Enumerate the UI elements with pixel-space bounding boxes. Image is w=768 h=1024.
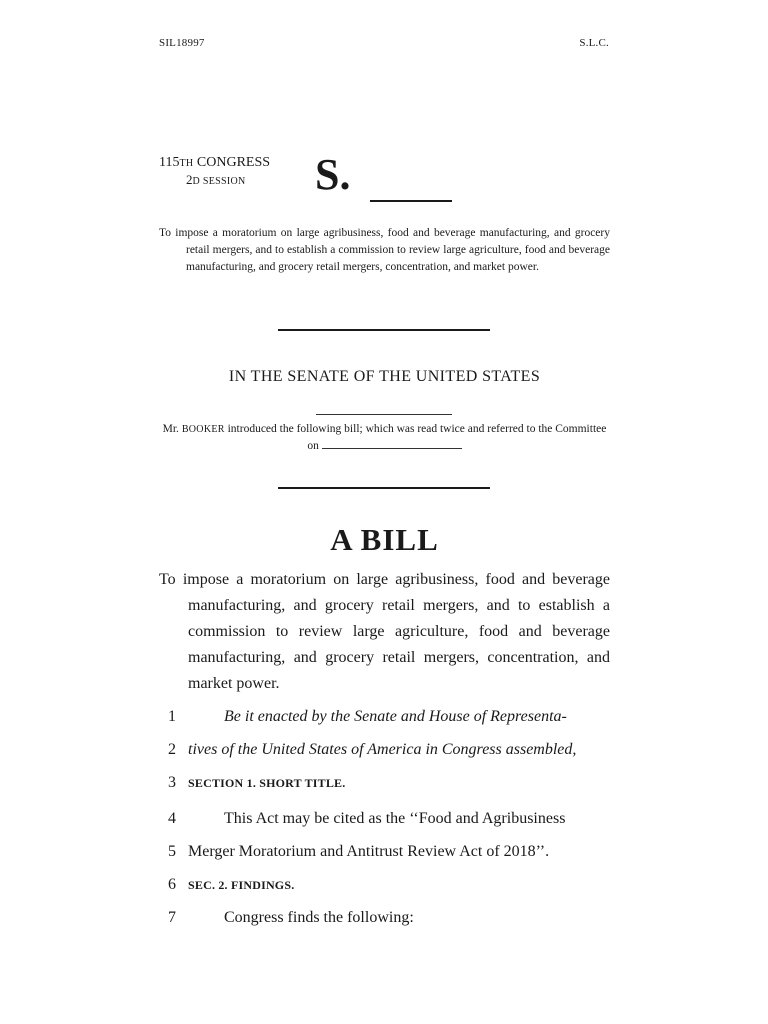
- divider-thin: [316, 414, 452, 415]
- line-number: 3: [168, 774, 176, 791]
- section-text-line: This Act may be cited as the ‘‘Food and Agribusiness: [224, 810, 566, 827]
- divider: [278, 487, 490, 489]
- bill-line: [0, 708, 768, 740]
- line-number: 4: [168, 810, 176, 827]
- enacting-clause-line: Be it enacted by the Senate and House of Representa-: [224, 708, 567, 725]
- bill-line: [0, 909, 768, 941]
- section-heading: SEC. 2. FINDINGS.: [188, 878, 295, 892]
- bill-line: [0, 843, 768, 875]
- short-purpose: To impose a moratorium on large agribusiness, food and beverage manufacturing, and grocery retail mergers, and to establish a commission to review large agriculture, food and beverage manufacturing, and grocery retail mergers, concentration, and market power.: [159, 227, 610, 273]
- session-label: [186, 172, 246, 188]
- congress-word: CONGRESS: [193, 155, 271, 170]
- line-number: 7: [168, 909, 176, 926]
- bill-line: [0, 774, 768, 806]
- section-text-line: Merger Moratorium and Antitrust Review Act of 2018’’.: [188, 843, 550, 860]
- office-code: S.L.C.: [579, 37, 609, 49]
- line-number: 5: [168, 843, 176, 860]
- chamber-title: IN THE SENATE OF THE UNITED STATES: [228, 368, 541, 385]
- line-number: 2: [168, 741, 176, 758]
- bill-line: [0, 876, 768, 908]
- bill-number-prefix: S.: [315, 150, 351, 199]
- committee-blank: [322, 438, 462, 449]
- introduction: [159, 421, 610, 455]
- session-ordinal: D: [192, 176, 201, 187]
- session-number: 2: [186, 172, 193, 187]
- bill-number-blank: [370, 200, 452, 202]
- bill-line: [0, 810, 768, 842]
- line-number: 1: [168, 708, 176, 725]
- line-number: 6: [168, 876, 176, 893]
- section-text-line: Congress finds the following:: [224, 909, 414, 926]
- document-id: SIL18997: [159, 37, 205, 49]
- bill-line: [0, 741, 768, 773]
- divider: [278, 329, 490, 331]
- introduction-title: Mr.: [162, 423, 182, 435]
- congress-number: 115: [159, 155, 180, 170]
- bill-heading: A BILL: [330, 522, 439, 557]
- section-heading: SECTION 1. SHORT TITLE.: [188, 776, 346, 790]
- enacting-clause-line: tives of the United States of America in Congress assembled,: [188, 741, 577, 758]
- congress-ordinal: TH: [179, 158, 194, 169]
- session-word: SESSION: [200, 176, 246, 187]
- introduction-text: introduced the following bill; which was read twice and referred to the Committee on: [224, 423, 607, 452]
- long-purpose: To impose a moratorium on large agribusiness, food and beverage manufacturing, and grocery retail mergers, and to establish a commission to review large agriculture, food and beverage manufacturing, and grocery retail mergers, concentration, and market power.: [159, 571, 610, 692]
- sponsor-name: BOOKER: [181, 424, 225, 435]
- congress-label: [159, 154, 270, 172]
